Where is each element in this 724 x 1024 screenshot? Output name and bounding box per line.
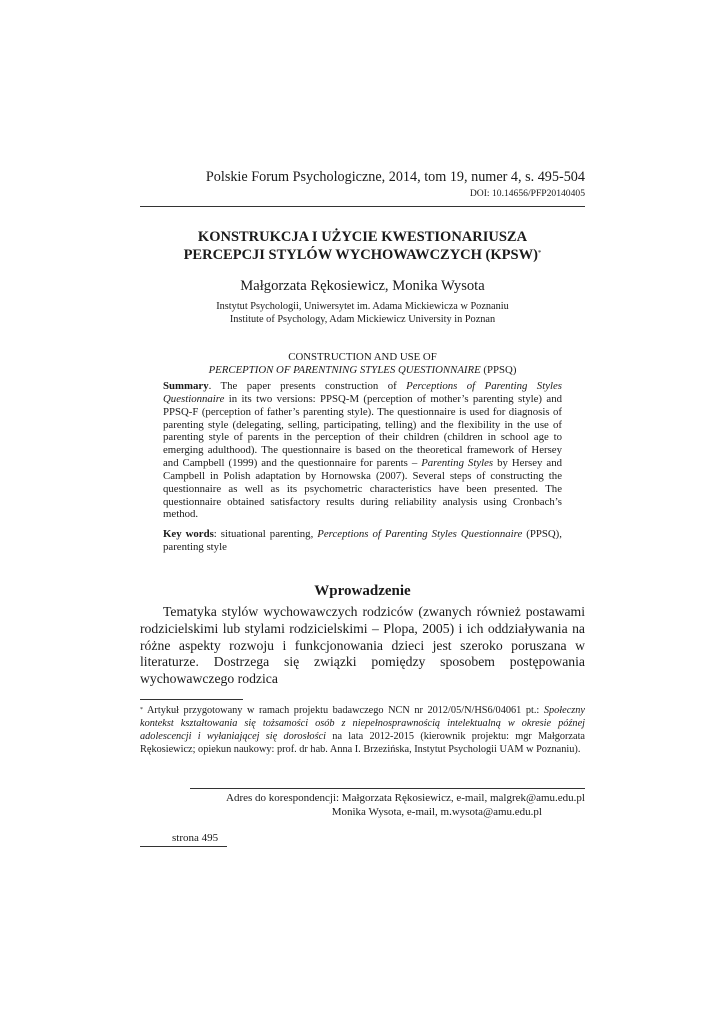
summary-label: Summary: [163, 380, 209, 392]
affiliation: [140, 300, 585, 326]
summary-abstract: Summary. The paper presents construction of Perceptions of Parenting Styles Questionnaire in its two versions: PPSQ-M (perception of mother’s parenting style) and PPSQ-F (perception of father’s parenting style). The questionnaire is used for diagnosis of parenting style (delegating, selling, participating, telling) and the flexibility in the use of parenting style of parents in the perception of their children (children in school age to emerging adulthood). The questionnaire is based on the theoretical framework of Hersey and Campbell (1999) and the questionnaire for parents – Parenting Styles by Hersey and Campbell in Polish adaptation by Hornowska (2007). Several steps of constructing the questionnaire as well as its psychometric characteristics have been presented. The questionnaire obtained satisfactory results during reliability analysis using Cronbach’s method.: [163, 380, 562, 521]
header-divider: [140, 206, 585, 207]
keywords-label: Key words: [163, 528, 214, 540]
page-number-rule: [140, 846, 227, 847]
article-title: [140, 228, 585, 264]
journal-citation: Polskie Forum Psychologiczne, 2014, tom 19, numer 4, s. 495-504: [205, 169, 585, 185]
correspondence-divider: [190, 788, 585, 789]
footnote-divider: [140, 699, 243, 700]
title-line-2: PERCEPCJI STYLÓW WYCHOWAWCZYCH (KPSW)*: [183, 247, 542, 263]
section-heading: Wprowadzenie: [314, 583, 411, 599]
title-line-1: KONSTRUKCJA I UŻYCIE KWESTIONARIUSZA: [197, 229, 528, 245]
footnote: * Artykuł przygotowany w ramach projektu badawczego NCN nr 2012/05/N/HS6/04061 pt.: Społeczny kontekst kształtowania się tożsamości osób z niepełnosprawnością intelektualną w okresie późnej adolescencji i wyłaniającej się dorosłości na lata 2012-2015 (kierownik projektu: mgr Małgorzata Rękosiewicz; opiekun naukowy: prof. dr hab. Anna I. Brzezińska, Instytut Psychologii UAM w Poznaniu).: [140, 705, 586, 755]
authors: Małgorzata Rękosiewicz, Monika Wysota: [240, 278, 485, 294]
english-title-line-1: CONSTRUCTION AND USE OF: [288, 351, 437, 363]
page-number: strona 495: [172, 832, 219, 844]
affiliation-en: Institute of Psychology, Adam Mickiewicz University in Poznan: [229, 314, 496, 325]
correspondence-line-2: Monika Wysota, e-mail, m.wysota@amu.edu.pl: [331, 806, 542, 818]
footnote-mark: *: [140, 707, 143, 713]
correspondence-line-1: Adres do korespondencji: Małgorzata Rękosiewicz, e-mail, malgrek@amu.edu.pl: [226, 792, 585, 804]
affiliation-pl: Instytut Psychologii, Uniwersytet im. Adama Mickiewicza w Poznaniu: [216, 301, 509, 312]
title-footnote-mark: *: [537, 249, 542, 257]
english-title: [163, 351, 562, 377]
english-title-line-2: PERCEPTION OF PARENTNING STYLES QUESTIONNAIRE (PPSQ): [208, 364, 517, 376]
keywords: Key words: situational parenting, Perceptions of Parenting Styles Questionnaire (PPSQ), parenting style: [163, 528, 562, 553]
doi: DOI: 10.14656/PFP20140405: [469, 188, 585, 199]
intro-paragraph: Tematyka stylów wychowawczych rodziców (zwanych również postawami rodzicielskimi lub stylami rodzicielskimi – Plopa, 2005) i ich oddziaływania na różne aspekty rozwoju i funkcjonowania dzieci jest szeroko poruszana w literaturze. Dostrzega się związki pomiędzy sposobem postępowania wychowawczego rodzica: [140, 604, 585, 687]
